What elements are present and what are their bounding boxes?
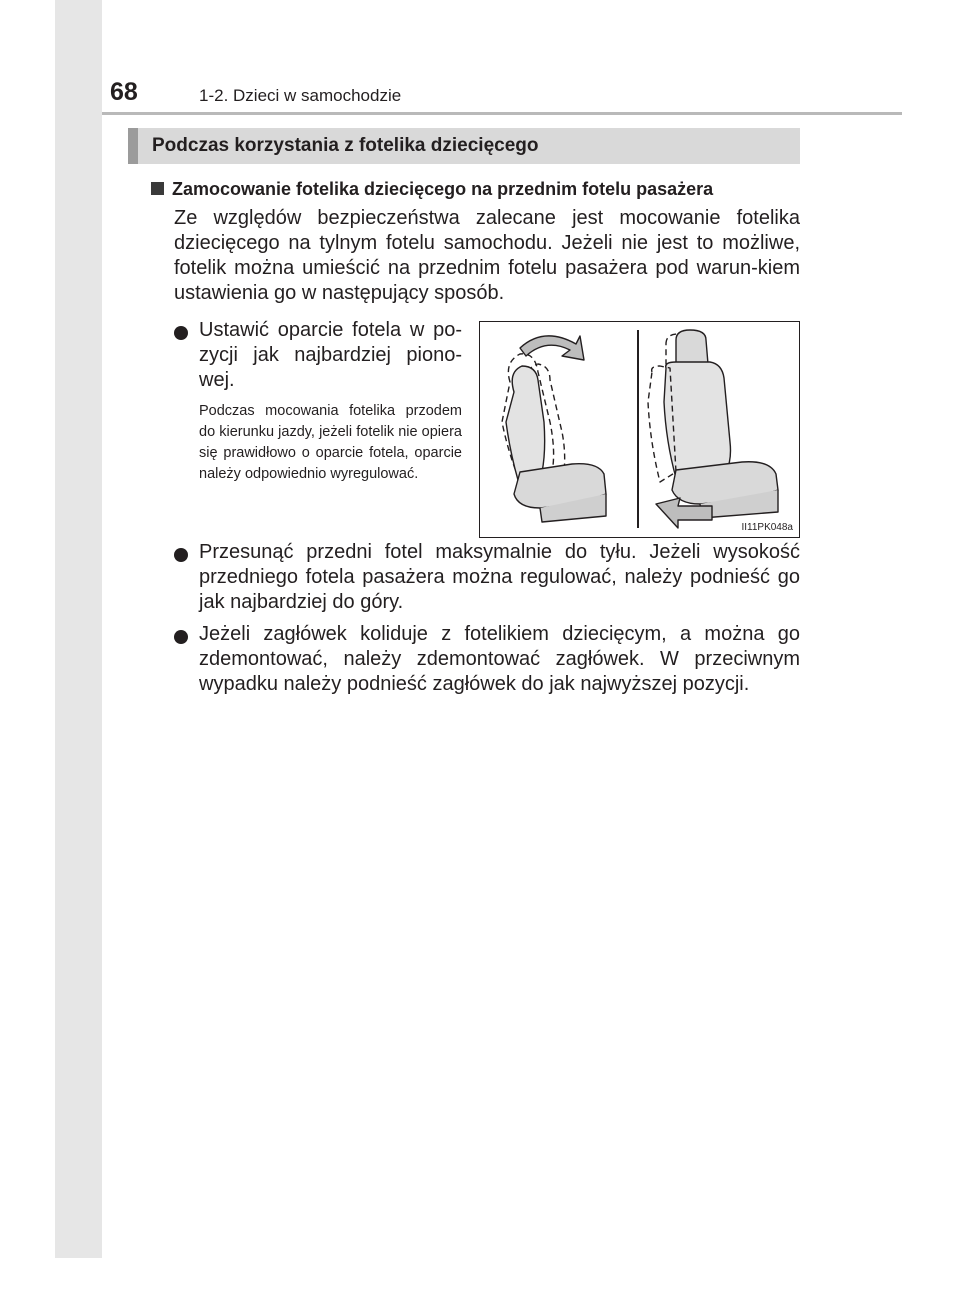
section-title: Podczas korzystania z fotelika dziecięcego (152, 135, 539, 156)
section-heading-box (128, 128, 800, 164)
subsection-heading (151, 179, 713, 200)
bullet-dot-icon (174, 548, 188, 562)
bullet-text-2: Przesunąć przedni fotel maksymalnie do tyłu. Jeżeli wysokość przedniego fotela pasażera można regulować, należy podnieść go jak najbardziej do góry. (199, 541, 800, 613)
bullet-dot-icon (174, 326, 188, 340)
subsection-title: Zamocowanie fotelika dziecięcego na przednim fotelu pasażera (172, 179, 714, 199)
intro-paragraph: Ze względów bezpieczeństwa zalecane jest mocowanie fotelika dziecięcego na tylnym fotelu samochodu. Jeżeli nie jest to możliwe, fotelik można umieścić na przednim fotelu pasażera pod warun-kiem ustawienia go w następujący sposób. (174, 207, 800, 304)
chapter-title: 1-2. Dzieci w samochodzie (199, 86, 402, 105)
figure-code: II11PK048a (741, 522, 793, 533)
bullet-dot-icon (174, 630, 188, 644)
square-bullet-icon (151, 182, 164, 195)
seat-illustration (480, 322, 798, 536)
seat-adjustment-figure (479, 321, 800, 538)
bullet-text-1: Ustawić oparcie fotela w po-zycji jak najbardziej piono-wej. (199, 319, 462, 391)
bullet-text-3: Jeżeli zagłówek koliduje z fotelikiem dziecięcym, a można go zdemontować, należy zdemontować zagłówek. W przeciwnym wypadku należy podnieść zagłówek do jak najwyższej pozycji. (199, 623, 800, 695)
header-divider (102, 112, 902, 115)
page-margin-bar (55, 0, 102, 1258)
page-number: 68 (110, 78, 138, 106)
bullet-note-1: Podczas mocowania fotelika przodem do kierunku jazdy, jeżeli fotelik nie opiera się prawidłowo o oparcie fotela, oparcie należy odpowiednio wyregulować. (199, 403, 462, 482)
